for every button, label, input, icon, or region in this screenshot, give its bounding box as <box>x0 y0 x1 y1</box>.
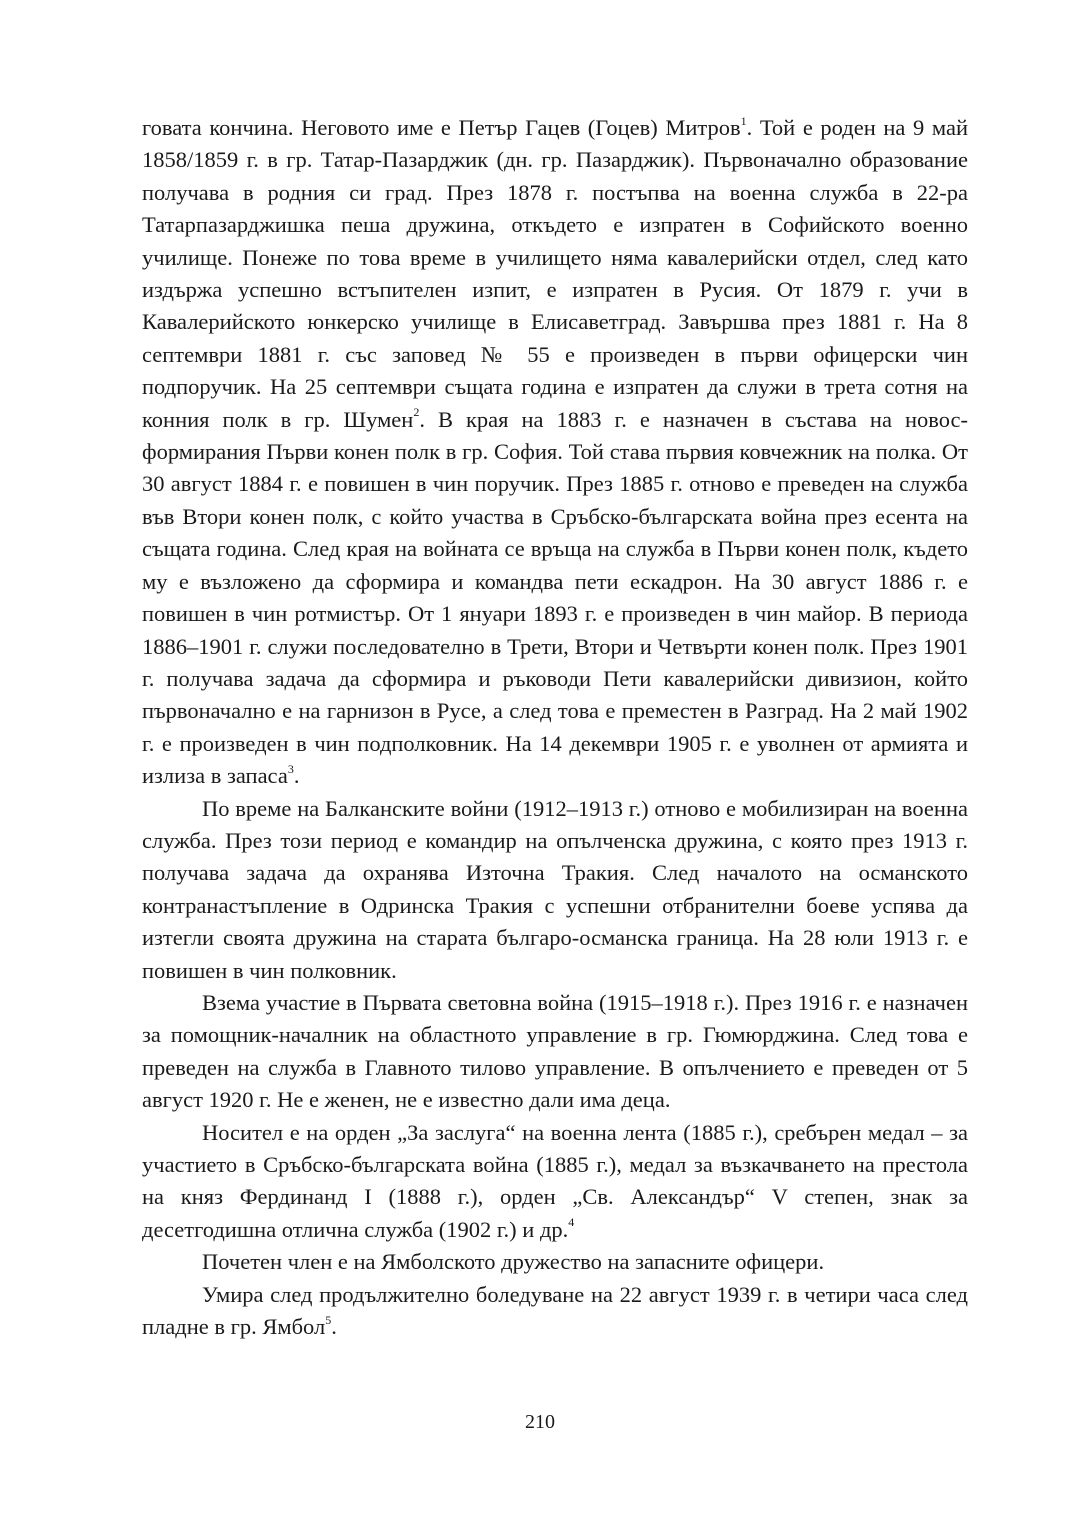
paragraph-text: Почетен член е на Ямболското дружество на запасните офицери. <box>202 1249 825 1275</box>
footnote-ref-3[interactable]: 3 <box>287 761 294 776</box>
paragraph-text: Умира след продължително боледуване на 22 август 1939 г. в четири часа след пладне в гр. Ямбол <box>142 1281 968 1340</box>
paragraph-text: . <box>293 763 300 789</box>
footnote-ref-1[interactable]: 1 <box>740 113 747 128</box>
paragraph-3 <box>142 987 968 1117</box>
footnote-ref-2[interactable]: 2 <box>413 405 420 420</box>
paragraph-text: говата кончина. Неговото име е Петър Гацев (Гоцев) Митров <box>142 115 741 140</box>
paragraph-text: . <box>331 1314 337 1340</box>
paragraph-4 <box>142 1117 968 1247</box>
paragraph-1 <box>142 112 968 793</box>
paragraph-2 <box>142 793 968 987</box>
footnote-ref-4[interactable]: 4 <box>568 1215 575 1230</box>
paragraph-text: Взема участие в Първата световна война (1915–1918 г.). През 1916 г. е назначен за помощник-началник на областното управление в гр. Гюмюрджина. След това е преведен на служба в Главното тилово управление. В опълчението е преведен от 5 август 1920 г. Не е женен, не е известно дали има деца. <box>142 989 968 1113</box>
paragraph-text: . В края на 1883 г. е назначен в състава на новосформирания Първи конен полк в гр. София. Той става първия ковчежник на полка. От 30 август 1884 г. е повишен в чин поручик. През 1885 г. отново е преведен на служба във Втори конен полк, с който участва в Сръбско-българската война през есента на същата година. След края на войната се връща на служба в Първи конен полк, където му е възложено да сформира и командва пети ескадрон. На 30 август 1886 г. е повишен в чин ротмистър. От 1 януари 1893 г. е произведен в чин майор. В периода 1886–1901 г. служи последователно в Трети, Втори и Четвърти конен полк. През 1901 г. получава задача да сформира и ръководи Пети кавалерийски дивизион, който първоначално е на гарнизон в Русе, а след това е преместен в Разград. На 2 май 1902 г. е произведен в чин подполковник. На 14 декември 1905 г. е уволнен от армията и излиза в запаса <box>142 406 969 789</box>
paragraph-text: По време на Балканските войни (1912–1913 г.) отново е мобилизиран на военна служба. През този период е командир на опълченска дружина, с която през 1913 г. получава задача да охранява Източна Тракия. След началото на османското контранастъпление в Одринска Тракия с успешни отбранителни боеве успява да изтегли своята дружина на старата българо-османска граница. На 28 юли 1913 г. е повишен в чин полковник. <box>142 795 968 983</box>
paragraph-text: . Той е роден на 9 май 1858/1859 г. в гр. Татар-Пазарджик (дн. гр. Пазарджик). Първоначално образование получава в родния си град. През 1878 г. постъпва на военна служба в 22-ра Татарпазарджишка пеша дружина, откъдето е изпратен в Софийското военно училище. Понеже по това време в училището няма кавалерийски отдел, след като издържа успешно встъпителен изпит, е изпратен в Русия. От 1879 г. учи в Кавалерийското юнкерско училище в Елисаветград. Завършва през 1881 г. На 8 септември 1881 г. със заповед № 55 е произведен в първи офицерски чин подпоручик. На 25 септември същата година е изпратен да служи в трета сотня на конния полк в гр. Шумен <box>142 115 968 432</box>
paragraph-5 <box>142 1246 968 1278</box>
page-number: 210 <box>525 1411 555 1433</box>
paragraph-text: Носител е на орден „За заслуга“ на военна лента (1885 г.), сребърен медал – за участието в Сръбско-българската война (1885 г.), медал за възкачването на престола на княз Фердинанд I (1888 г.), орден „Св. Александър“ V степен, знак за десетгодишна отлична служба (1902 г.) и др. <box>142 1119 968 1242</box>
footnote-ref-5[interactable]: 5 <box>325 1312 332 1327</box>
body-text <box>142 112 968 1343</box>
paragraph-6 <box>142 1279 968 1344</box>
